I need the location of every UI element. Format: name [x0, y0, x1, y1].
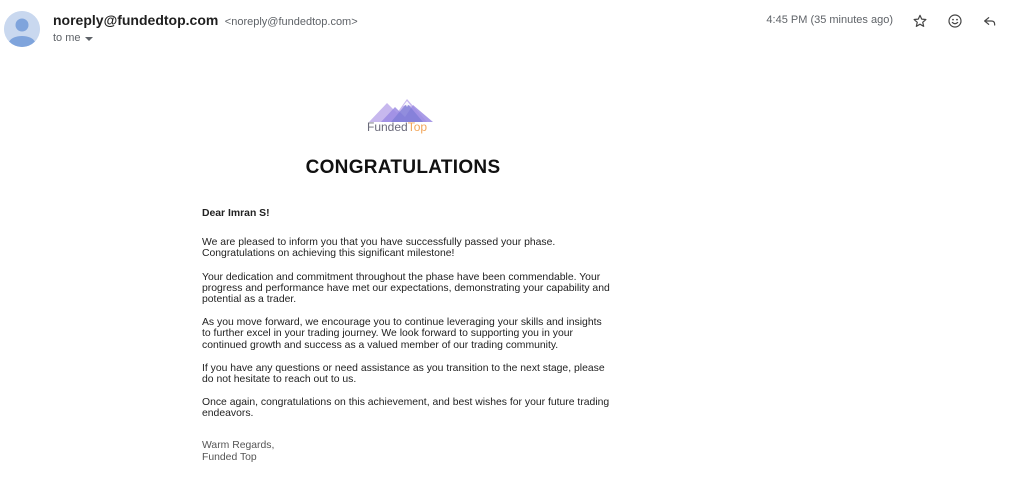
sender-line — [53, 12, 358, 30]
chevron-down-icon — [85, 37, 93, 41]
logo-word-funded: Funded — [367, 120, 408, 134]
paragraph: As you move forward, we encourage you to continue leveraging your skills and insights to further excel in your trading journey. We look forward to supporting you in your continued growth and success as a valued member of our trading community. — [202, 317, 602, 351]
timestamp: 4:45 PM (35 minutes ago) — [766, 14, 893, 26]
recipient-label: to me — [53, 32, 81, 44]
avatar[interactable] — [4, 11, 40, 47]
star-button[interactable] — [910, 11, 930, 31]
email-body — [202, 208, 612, 464]
funded-top-logo — [367, 97, 437, 137]
signoff-block — [202, 440, 612, 464]
logo-wordmark — [367, 120, 427, 134]
paragraph: Your dedication and commitment throughout the phase have been commendable. Your progress and performance have met our expectations, demonstrating your capability and potential as a trader. — [202, 271, 610, 306]
sender-email: <noreply@fundedtop.com> — [224, 16, 358, 28]
logo-word-top: Top — [407, 120, 428, 134]
person-icon — [4, 11, 40, 47]
headline: CONGRATULATIONS — [305, 157, 501, 178]
recipient-dropdown[interactable] — [53, 32, 93, 44]
reply-button[interactable] — [980, 11, 1000, 31]
paragraph: We are pleased to inform you that you have successfully passed your phase. Congratulations on achieving this significant milestone! — [202, 237, 556, 260]
add-reaction-button[interactable] — [945, 11, 965, 31]
paragraph: Once again, congratulations on this achievement, and best wishes for your future trading endeavors. — [202, 397, 610, 420]
signoff: Warm Regards, — [202, 439, 275, 451]
signature: Funded Top — [202, 451, 257, 463]
emoji-icon — [947, 13, 963, 29]
sender-name[interactable]: noreply@fundedtop.com — [53, 12, 219, 28]
paragraph: If you have any questions or need assistance as you transition to the next stage, please do not hesitate to reach out to us. — [202, 362, 605, 386]
greeting: Dear Imran S! — [202, 208, 270, 219]
reply-icon — [982, 13, 998, 29]
star-icon — [912, 13, 928, 29]
